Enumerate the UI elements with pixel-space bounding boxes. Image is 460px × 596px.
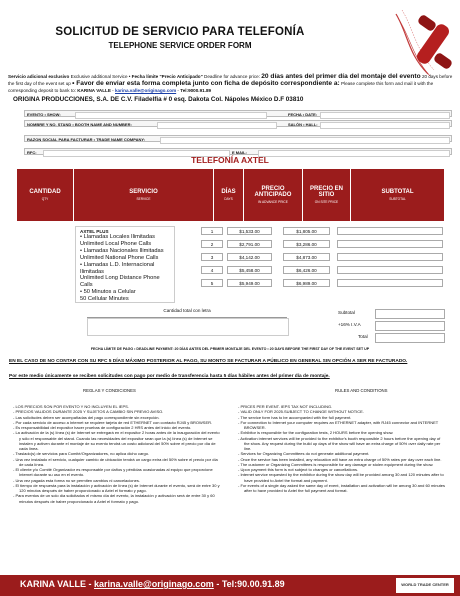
intro-contact-tel: Tel:9000.91.89	[180, 88, 212, 93]
intro-lead: Servicio adicional exclusivo	[8, 74, 70, 79]
advance-price-cell: $5,458.00	[227, 266, 272, 274]
wtc-logo: WORLD TRADE CENTER	[396, 578, 454, 593]
intro-contact-email[interactable]: karina.valle@originago.com	[115, 88, 177, 93]
iva-input[interactable]	[375, 321, 445, 331]
condition-item: - Exhibitor is responsible for the configuration tests, 2 HOURS before the opening show.	[238, 430, 394, 436]
footer-name: KARINA VALLE	[20, 579, 86, 589]
total-in-words: Cantidad total con letra	[87, 308, 287, 318]
onsite-price-cell: $6,426.00	[283, 266, 330, 274]
deadline-note: FECHA LÍMITE DE PAGO • DEADLINE PAYMENT: 20 DÍAS ANTES DEL PRIMER MONTAJE DEL EVENTO • 20 DAYS BEFORE THE FIRST DAY OF THE EVENT SET UP	[90, 347, 370, 351]
advance-price-cell: $2,791.00	[227, 240, 272, 248]
service-line: 50 Cellular Minutes	[80, 296, 129, 303]
evento-label: EVENTO • SHOW:	[27, 112, 61, 117]
intro-deadline-en: Deadline for advance price:	[204, 74, 260, 79]
subtotal-input[interactable]	[337, 227, 443, 235]
condition-item: - For events of a single day asked the same day of event, installation and activation will be among 30 and 60 minutes after to have provided to Axtel the full payment and format.	[238, 482, 446, 493]
condition-item: - VALID ONLY FOR 2025.SUBJECT TO CHANGE WITHOUT NOTICE.	[238, 409, 364, 415]
condition-item: - Upon payment this form is not subject to changes or cancellations.	[238, 467, 359, 472]
service-line: Unlimited National Phone Calls	[80, 254, 159, 261]
days-cell: 4	[201, 266, 223, 274]
intro-text: Servicio adicional exclusivo Exclusive additional Service • Fecha límite "Precio Anticipado" Deadline for advance price: 20 días antes del primer día del montaje del evento 20 days before the first day of the event set up • Favor de enviar esta forma completa junto con ficha de depósito correspondiente a: Please complete this form and mail it with the corresponding deposit to bank to: KARINA VALLE - karina.valle@originago.com - Tel:9000.91.89	[8, 73, 453, 93]
total-label: Total	[358, 334, 368, 339]
condition-item: - Las solicitudes deben ser acompañadas del pago correspondiente sin excepción.	[13, 414, 160, 420]
booth-input[interactable]	[157, 122, 277, 129]
page-subtitle: TELEPHONE SERVICE ORDER FORM	[108, 41, 252, 50]
condition-item: - Traslado(s) de servicios para Comité/Organizadores, no aplica dicho cargo.	[13, 451, 150, 457]
email-label: E MAIL:	[232, 150, 247, 155]
onsite-price-cell: $1,805.00	[283, 227, 330, 235]
hall-input[interactable]	[320, 122, 450, 129]
intro-contact-name: KARINA VALLE	[77, 88, 111, 93]
onsite-price-cell: $3,286.00	[283, 240, 330, 248]
service-line: • Llamadas Locales Ilimitadas	[80, 234, 156, 240]
condition-item: - Por cada servicio de acceso a Internet se requiere tarjeta de red ETHERNET con contacto RJ45 y BROWSER.	[13, 419, 213, 425]
rfc-label: RFC:	[27, 150, 37, 155]
service-line: • Llamadas L.D. Internacional Ilimitadas	[80, 261, 155, 275]
form-row-booth	[24, 120, 452, 127]
salon-label: SALÓN • HALL:	[288, 122, 318, 127]
condition-item: - The service form has to be accompanied with the full payment.	[238, 414, 352, 420]
col-onsite-price: PRECIO EN SITIO ON SITE PRICE	[303, 169, 351, 221]
conditions-title-es: REGLAS Y CONDICIONES	[83, 388, 136, 393]
advance-price-cell: $5,949.00	[227, 279, 272, 287]
condition-item: - Once the service has been installed, any relocation will have an extra charge of 50% rates per day over each line.	[238, 456, 442, 462]
conditions-en-list	[238, 404, 446, 493]
footer-tel: Tel:90.00.91.89	[221, 579, 285, 589]
organizer-address: ORIGINA PRODUCCIONES, S.A. DE C.V. Filadelfia # 0 esq. Dakota Col. Nápoles México D.F 03810	[13, 96, 304, 103]
footer-email-link[interactable]: karina.valle@originago.com	[94, 579, 214, 589]
onsite-price-cell: $4,873.00	[283, 253, 330, 261]
condition-item: - The customer or Organizing Committees is responsible for any damage or stolen equipment during the show.	[238, 461, 434, 467]
condition-item: - PRICES PER EVENT. IEPS TAX NOT INCLUDING.	[238, 404, 333, 409]
condition-item: - Una vez instalado el servicio, cualquier cambio de ubicación tendrá un cargo extra del 50% sobre el precio por día de cada línea.	[13, 456, 218, 467]
subtotal-input[interactable]	[337, 240, 443, 248]
col-service: SERVICIO SERVICE	[74, 169, 214, 221]
footer-bar	[0, 575, 460, 596]
date-input[interactable]	[320, 112, 450, 119]
service-line: Unlimited Long Distance Phone Calls	[80, 275, 160, 289]
condition-item: - Activation internet services will be provided to the exhibitor's booth responsible 2 hours before the opening day of the show. Any request during the build up days of the show will have an extra charge of 50% over daily rate per line.	[238, 435, 441, 451]
total-input[interactable]	[375, 333, 445, 343]
subtotal-total-input[interactable]	[375, 309, 445, 319]
condition-item: - LOS PRECIOS SON POR EVENTO Y NO INCLUYEN EL IEPS.	[13, 404, 129, 409]
subtotal-input[interactable]	[337, 279, 443, 287]
col-days: DÍAS DAYS	[214, 169, 244, 221]
condition-item: - Para eventos de un solo día solicitados el mismo día del evento, la instalación y activación será de entre 30 y 60 minutos después de haber proporcionado a Axtel el formato y pago.	[13, 493, 215, 504]
days-cell: 3	[201, 253, 223, 261]
intro-lead-en: Exclusive additional Service	[70, 74, 128, 79]
condition-item: - For connection to Internet your computer requires an ETHERNET adapter, with RJ45 connector and INTERNET BROWSER.	[238, 419, 439, 430]
intro-send-en: Please complete this form and mail it with the corresponding deposit to bank to:	[8, 81, 434, 93]
condition-item: - PRECIOS VALIDOS DURANTE 2025 Y SUJETOS A CAMBIO SIN PREVIO AVISO.	[13, 409, 164, 415]
form-row-company	[24, 135, 452, 142]
table-header	[17, 169, 444, 221]
days-cell: 1	[201, 227, 223, 235]
condition-item: - El tiempo de respuesta para la instalación y activación de línea (s) de Internet durante el evento, será de entre 30 y 120 minutos después de haber proporcionado a Axtel el formato y pago.	[13, 482, 220, 493]
service-line: • 50 Minutos a Celular	[80, 289, 136, 296]
form-row-event	[24, 110, 452, 117]
onsite-price-cell: $6,989.00	[283, 279, 330, 287]
col-subtotal: SUBTOTAL SUBTOTAL	[381, 189, 414, 201]
fecha-label: FECHA • DATE:	[288, 112, 318, 117]
advance-price-cell: $1,533.00	[227, 227, 272, 235]
condition-item: - Es responsabilidad del expositor hacer pruebas de configuración 2 HRS antes del inicio del evento.	[13, 425, 192, 430]
nombre-label: NOMBRE Y NO. STAND • BOOTH NAME AND NUMBER:	[27, 122, 132, 127]
service-heading: AXTEL PLUS	[80, 229, 109, 234]
subtotal-label: Subtotal	[338, 310, 355, 315]
advance-price-cell: $4,142.00	[227, 253, 272, 261]
telephone-icon	[388, 4, 458, 82]
conditions-es-list	[13, 404, 221, 504]
col-qty: CANTIDAD QTY	[17, 169, 74, 221]
condition-item: - Services for Organizing Committees do not generate additional payment.	[238, 451, 370, 457]
form-row-rfc	[24, 148, 452, 155]
service-description	[75, 226, 175, 303]
condition-item: - Internet service requested by the exhibitor during the show day will be provided among 30 and 120 minutes after to have provided to Axtel the format and payment.	[238, 472, 444, 483]
subtotal-input[interactable]	[337, 253, 443, 261]
razon-label: RAZON SOCIAL PARA FACTURAR • TRADE NAME COMPANY:	[27, 137, 146, 142]
footer-contact: KARINA VALLE - karina.valle@originago.com - Tel:90.00.91.89	[20, 579, 285, 589]
conditions-title-en: RULES AND CONDITIONS	[335, 388, 388, 393]
condition-item: - La activación de la (s) línea (s) de Internet se entregará en el expositor 2 horas antes de la inauguración del evento y sólo el responsable del stand. Cuando las necesidades del expositor sean que la (s) línea (s) de Internet se instalen y activen durante el montaje de su evento tendrá un costo adicional del 50% sobre el precio por día de cada línea.	[13, 430, 220, 451]
condition-item: - Una vez pagada esta forma no se permiten cambios ni cancelaciones.	[13, 477, 140, 483]
company-input[interactable]	[160, 137, 450, 144]
days-cell: 5	[201, 279, 223, 287]
event-input[interactable]	[75, 112, 267, 119]
intro-days-en: 20 days before the first day of the event set up	[8, 74, 453, 86]
subtotal-input[interactable]	[337, 266, 443, 274]
intro-send: • Favor de enviar esta forma completa junto con ficha de depósito correspondiente a:	[72, 80, 340, 87]
rfc-warning: EN EL CASO DE NO CONTAR CON SU RFC 5 DÍAS MÁXIMO POSTERIOR AL PAGO, SU MONTO SE FACTURAR A PÚBLICO EN GENERAL SIN OPCIÓN A SER RE FACTURADO.	[9, 359, 408, 364]
page-title: SOLICITUD DE SERVICIO PARA TELEFONÍA	[55, 26, 305, 38]
intro-deadline: • Fecha límite "Precio Anticipado"	[128, 74, 203, 79]
col-advance-price: PRECIO ANTICIPADO IN ADVANCE PRICE	[244, 169, 303, 221]
days-cell: 2	[201, 240, 223, 248]
intro-days: 20 días antes del primer día del montaje del evento	[261, 73, 421, 80]
section-title: TELEFONÍA AXTEL	[191, 155, 269, 165]
iva-label: +16% I.V.A	[338, 322, 361, 327]
service-line: Unlimited Local Phone Calls	[80, 240, 152, 247]
condition-item: - El cliente y/o Comité Organizador es responsable por daños y pérdidas ocasionadas al equipo que proporcione Internet durante su uso en el evento.	[13, 467, 213, 478]
total-in-words-input[interactable]	[87, 318, 289, 336]
service-line: • Llamadas Nacionales Ilimitadas	[80, 247, 164, 254]
transfer-warning: Por este medio únicamente se reciben solicitudes con pago por medio de transferencia hasta 5 días hábiles antes del primer día de montaje.	[9, 374, 330, 379]
